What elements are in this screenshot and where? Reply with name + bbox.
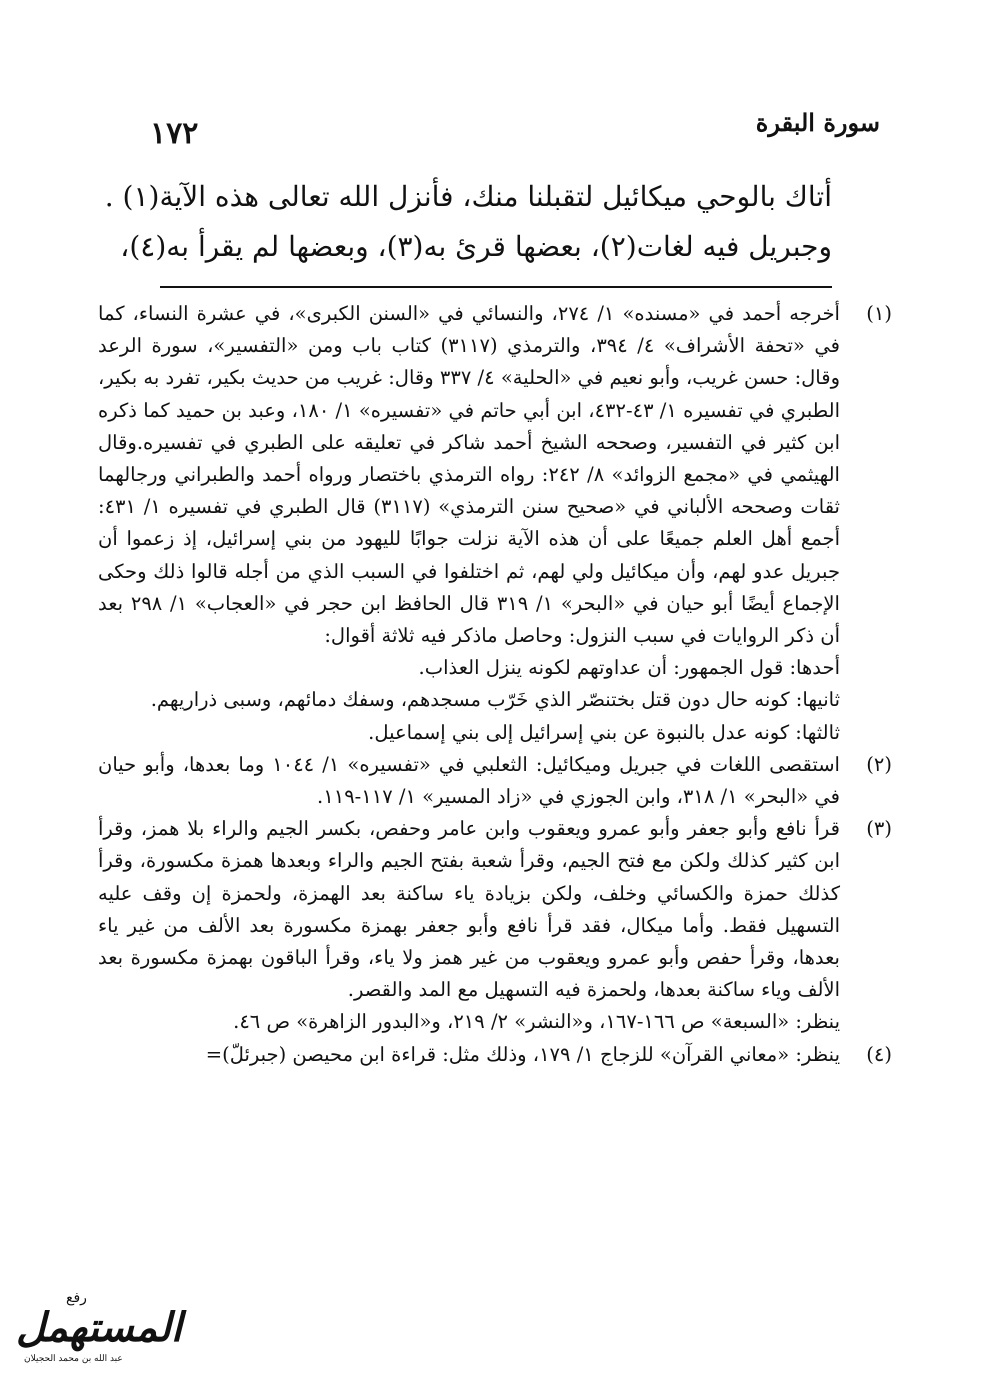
stamp-logo-text: المستهمل [16, 1304, 183, 1351]
main-text [100, 172, 832, 272]
footnote [98, 298, 892, 749]
stamp-sub-text: عبد الله بن محمد الحجيلان [24, 1354, 123, 1364]
footnote-paragraph: ينظر: «السبعة» ص ١٦٦-١٦٧، و«النشر» ٢/ ٢١٩، و«البدور الزاهرة» ص ٤٦. [233, 1010, 840, 1034]
footnote [98, 813, 892, 1038]
surah-title: سورة البقرة [755, 108, 880, 137]
stamp-top-text: رفع [66, 1290, 87, 1306]
footnote-paragraph: قرأ نافع وأبو جعفر وأبو عمرو ويعقوب وابن عامر وحفص، بكسر الجيم والراء بلا همز، وقرأ ابن كثير كذلك ولكن مع فتح الجيم، وقرأ شعبة بفتح الجيم والراء وبعدها همزة مكسورة، وقرأ كذلك حمزة والكسائي وخلف، ولكن بزيادة ياء ساكنة بعد الهمزة، ولحمزة إن وقف عليه التسهيل فقط. وأما ميكال، فقد قرأ نافع وأبو جعفر بهمزة مكسورة بعد الألف من غير ياء بعدها، وقرأ حفص وأبو عمرو ويعقوب من غير همز ولا ياء، وقرأ الباقون بهمزة مكسورة بعد الألف وياء ساكنة بعدها، ولحمزة فيه التسهيل مع المد والقصر. [98, 817, 840, 1002]
footnotes [98, 298, 892, 1071]
footnote-paragraph: ينظر: «معاني القرآن» للزجاج ١/ ١٧٩، وذلك مثل: قراءة ابن محيصن (جبرئلّ)= [205, 1042, 840, 1066]
page-number: ١٧٢ [150, 116, 199, 151]
footnote [98, 1039, 892, 1071]
footnote-number: (٢) [866, 752, 892, 776]
footnote-paragraph: أحدها: قول الجمهور: أن عداوتهم لكونه ينزل العذاب. [418, 656, 840, 680]
page-header [120, 108, 880, 158]
publisher-stamp [10, 1290, 183, 1374]
footnote-paragraph: أخرجه أحمد في «مسنده» ١/ ٢٧٤، والنسائي في «السنن الكبرى»، في عشرة النساء، كما في «تحفة الأشراف» ٤/ ٣٩٤، والترمذي (٣١١٧) كتاب باب ومن «التفسير»، سورة الرعد وقال: حسن غريب، وأبو نعيم في «الحلية» ٤/ ٣٣٧ وقال: غريب من حديث بكير، تفرد به بكير، الطبري في تفسيره ١/ ٤٣-٤٣٢، ابن أبي حاتم في «تفسيره» ١/ ١٨٠، وعبد بن حميد كما ذكره ابن كثير في التفسير، وصححه الشيخ أحمد شاكر في تعليقه على الطبري في تفسيره.وقال الهيثمي في «مجمع الزوائد» ٨/ ٢٤٢: رواه الترمذي باختصار ورواه أحمد والطبراني ورجالهما ثقات وصححه الألباني في «صحيح سنن الترمذي» (٣١١٧) قال الطبري في تفسيره ١/ ٤٣١: أجمع أهل العلم جميعًا على أن هذه الآية نزلت جوابًا لليهود من بني إسرائيل، إذ زعموا أن جبريل عدو لهم، وأن ميكائيل ولي لهم، ثم اختلفوا في السبب الذي من أجله قالوا ذلك وحكى الإجماع أيضًا أبو حيان في «البحر» ١/ ٣١٩ قال الحافظ ابن حجر في «العجاب» ١/ ٢٩٨ بعد أن ذكر الروايات في سبب النزول: وحاصل ماذكر فيه ثلاثة أقوال: [98, 302, 840, 648]
footnote-number: (١) [866, 302, 892, 325]
main-text-line: وجبريل فيه لغات(٢)، بعضها قرئ به(٣)، وبعضها لم يقرأ به(٤)، [120, 230, 832, 263]
main-text-line: أتاك بالوحي ميكائيل لتقبلنا منك، فأنزل الله تعالى هذه الآية(١) . [104, 180, 832, 213]
footnote [98, 749, 892, 813]
footnote-paragraph: ثانيها: كونه حال دون قتل بختنصّر الذي خَرّب مسجدهم، وسفك دمائهم، وسبى ذراريهم. [150, 688, 840, 712]
footnote-paragraph: ثالثها: كونه عدل بالنبوة عن بني إسرائيل إلى بني إسماعيل. [368, 720, 840, 744]
footnote-number: (٣) [866, 817, 892, 841]
footnote-paragraph: استقصى اللغات في جبريل وميكائيل: الثعلبي في «تفسيره» ١/ ١٠٤٤ وما بعدها، وأبو حيان في «البحر» ١/ ٣١٨، وابن الجوزي في «زاد المسير» ١/ ١١٧-١١٩. [98, 752, 840, 809]
footnote-number: (٤) [866, 1042, 892, 1066]
footnote-separator [160, 286, 832, 288]
